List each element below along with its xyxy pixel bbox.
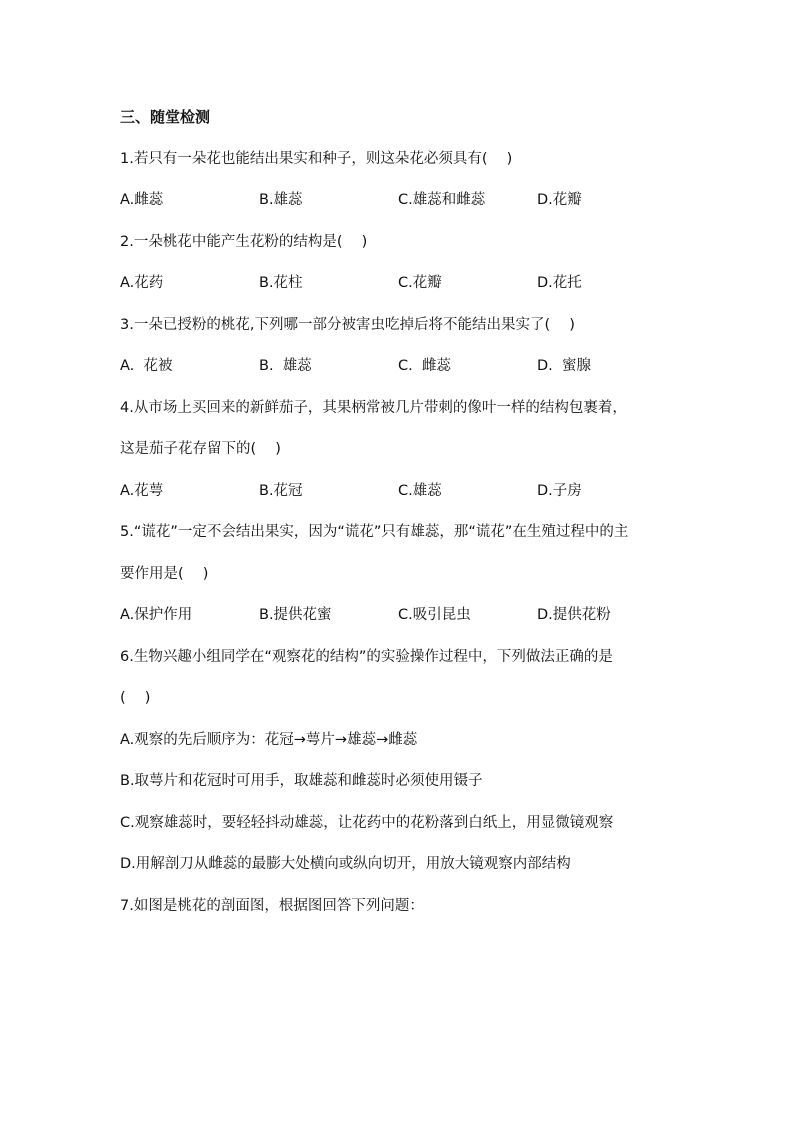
option-b: B.提供花蜜	[259, 607, 332, 623]
option-d: D.花瓣	[537, 192, 582, 208]
option-c: C.花瓣	[398, 275, 442, 291]
question-6-choice-c: C.观察雄蕊时，要轻轻抖动雄蕊，让花药中的花粉落到白纸上，用显微镜观察	[120, 814, 614, 831]
option-b: B.花柱	[259, 275, 303, 291]
question-2-options	[120, 266, 680, 308]
option-c: C.吸引昆虫	[398, 607, 471, 623]
option-b: B. 雄蕊	[259, 358, 312, 374]
document-content	[120, 100, 680, 930]
option-c: C. 雌蕊	[398, 358, 451, 374]
question-5-options	[120, 598, 680, 640]
question-4-stem-line-1: 4.从市场上买回来的新鲜茄子，其果柄常被几片带刺的像叶一样的结构包裹着，	[120, 399, 627, 416]
option-d: D. 蜜腺	[537, 358, 591, 374]
question-2-stem: 2.一朵桃花中能产生花粉的结构是( )	[120, 233, 368, 250]
question-6-choice-a: A.观察的先后顺序为：花冠→萼片→雄蕊→雌蕊	[120, 731, 418, 748]
section-title: 三、随堂检测	[120, 108, 211, 126]
option-a: A. 花被	[120, 358, 173, 374]
option-d: D.子房	[537, 482, 582, 499]
question-3	[120, 308, 680, 391]
option-a: A.雌蕊	[120, 192, 164, 208]
question-3-options	[120, 349, 680, 391]
question-1-options	[120, 183, 680, 225]
question-6-stem-line-1: 6.生物兴趣小组同学在“观察花的结构”的实验操作过程中，下列做法正确的是	[120, 648, 613, 665]
question-2	[120, 225, 680, 308]
option-c: C.雄蕊	[398, 482, 442, 499]
option-a: A.花萼	[120, 482, 164, 499]
question-5-stem-line-2: 要作用是( )	[120, 565, 209, 582]
option-b: B.雄蕊	[259, 192, 303, 208]
question-5	[120, 515, 680, 640]
question-5-stem-line-1: 5.“谎花”一定不会结出果实，因为“谎花”只有雄蕊，那“谎花”在生殖过程中的主	[120, 524, 629, 540]
question-4-options	[120, 474, 680, 516]
question-1	[120, 142, 680, 225]
option-d: D.花托	[537, 275, 582, 291]
question-4-stem-line-2: 这是茄子花存留下的( )	[120, 441, 281, 457]
question-7	[120, 889, 680, 931]
question-3-stem: 3.一朵已授粉的桃花,下列哪一部分被害虫吃掉后将不能结出果实了( )	[120, 316, 575, 333]
option-d: D.提供花粉	[537, 607, 611, 623]
option-c: C.雄蕊和雌蕊	[398, 192, 486, 208]
question-6-choice-b: B.取萼片和花冠时可用手，取雄蕊和雌蕊时必须使用镊子	[120, 773, 483, 789]
question-4	[120, 391, 680, 516]
question-6	[120, 640, 680, 889]
question-6-choice-d: D.用解剖刀从雌蕊的最膨大处横向或纵向切开，用放大镜观察内部结构	[120, 856, 571, 872]
option-b: B.花冠	[259, 482, 303, 499]
question-1-stem: 1.若只有一朵花也能结出果实和种子，则这朵花必须具有( )	[120, 150, 513, 167]
question-6-stem-line-2: ( )	[120, 690, 151, 706]
option-a: A.保护作用	[120, 607, 193, 623]
question-7-stem: 7.如图是桃花的剖面图，根据图回答下列问题：	[120, 897, 424, 914]
option-a: A.花药	[120, 275, 164, 291]
